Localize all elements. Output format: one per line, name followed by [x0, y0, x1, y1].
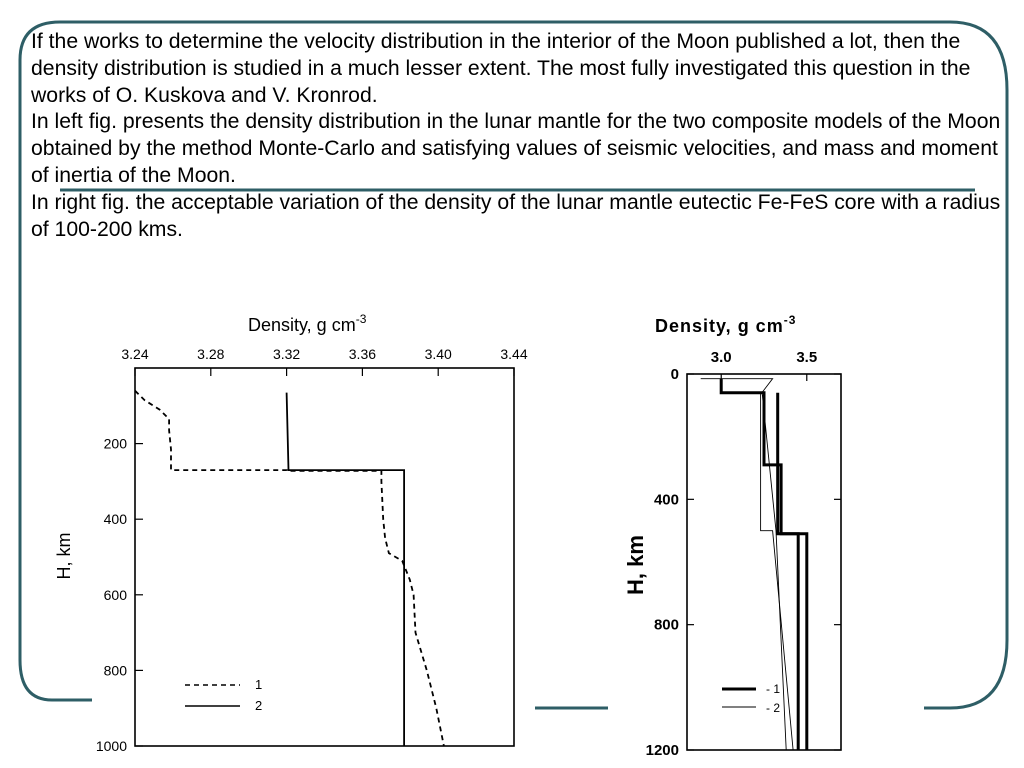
left-y-tick-label: 1000 — [95, 738, 127, 754]
paragraph-2: In left fig. presents the density distribution in the lunar mantle for the two composite models of the Moon obtained by the method Monte-Carlo and satisfying values of seismic velocities, and mass and moment of inertia of the Moon. — [31, 110, 1001, 187]
left-chart-ylabel: H, km — [54, 532, 74, 580]
right-legend-label-2: - 2 — [766, 701, 781, 715]
left-x-tick-label: 3.36 — [348, 346, 377, 362]
paragraph-3: In right fig. the acceptable variation of the density of the lunar mantle eutectic Fe-FeS core with a radius of 100-200 kms. — [31, 190, 1001, 241]
right-chart-title-sup: -3 — [783, 313, 797, 327]
left-y-tick-label: 800 — [103, 662, 127, 679]
left-x-tick-label: 3.44 — [500, 346, 528, 362]
left-chart-title-sup: -3 — [355, 312, 367, 326]
right-chart-title — [655, 313, 796, 336]
right-y-tick-label: 800 — [653, 616, 679, 634]
left-legend-label-2: 2 — [255, 698, 263, 713]
left-chart-title-text: Density, g cm — [248, 315, 356, 335]
left-x-tick-label: 3.24 — [121, 346, 149, 362]
right-chart-ylabel: H, km — [623, 535, 648, 595]
right-chart-title-text: Density, g cm — [655, 316, 784, 336]
right-legend-label-1: - 1 — [766, 682, 781, 696]
right-x-tick-label: 3.0 — [710, 349, 732, 366]
paragraph-1: If the works to determine the velocity distribution in the interior of the Moon published a lot, then the density distribution is studied in a much lesser extent. The most fully investigated this question in the works of O. Kuskova and V. Kronrod. — [31, 30, 971, 107]
left-y-tick-label: 600 — [103, 586, 127, 603]
left-y-tick-label: 400 — [103, 511, 127, 528]
left-legend-label-1: 1 — [255, 677, 263, 692]
right-y-tick-label: 400 — [653, 491, 679, 509]
left-x-tick-label: 3.40 — [424, 346, 452, 362]
right-x-tick-label: 3.5 — [796, 349, 818, 366]
right-y-tick-label: 1200 — [645, 742, 679, 759]
right-y-tick-label: 0 — [670, 366, 679, 383]
left-x-tick-label: 3.28 — [197, 346, 225, 362]
left-x-tick-label: 3.32 — [272, 346, 301, 362]
left-y-tick-label: 200 — [103, 435, 127, 452]
right-chart-background — [610, 300, 910, 768]
